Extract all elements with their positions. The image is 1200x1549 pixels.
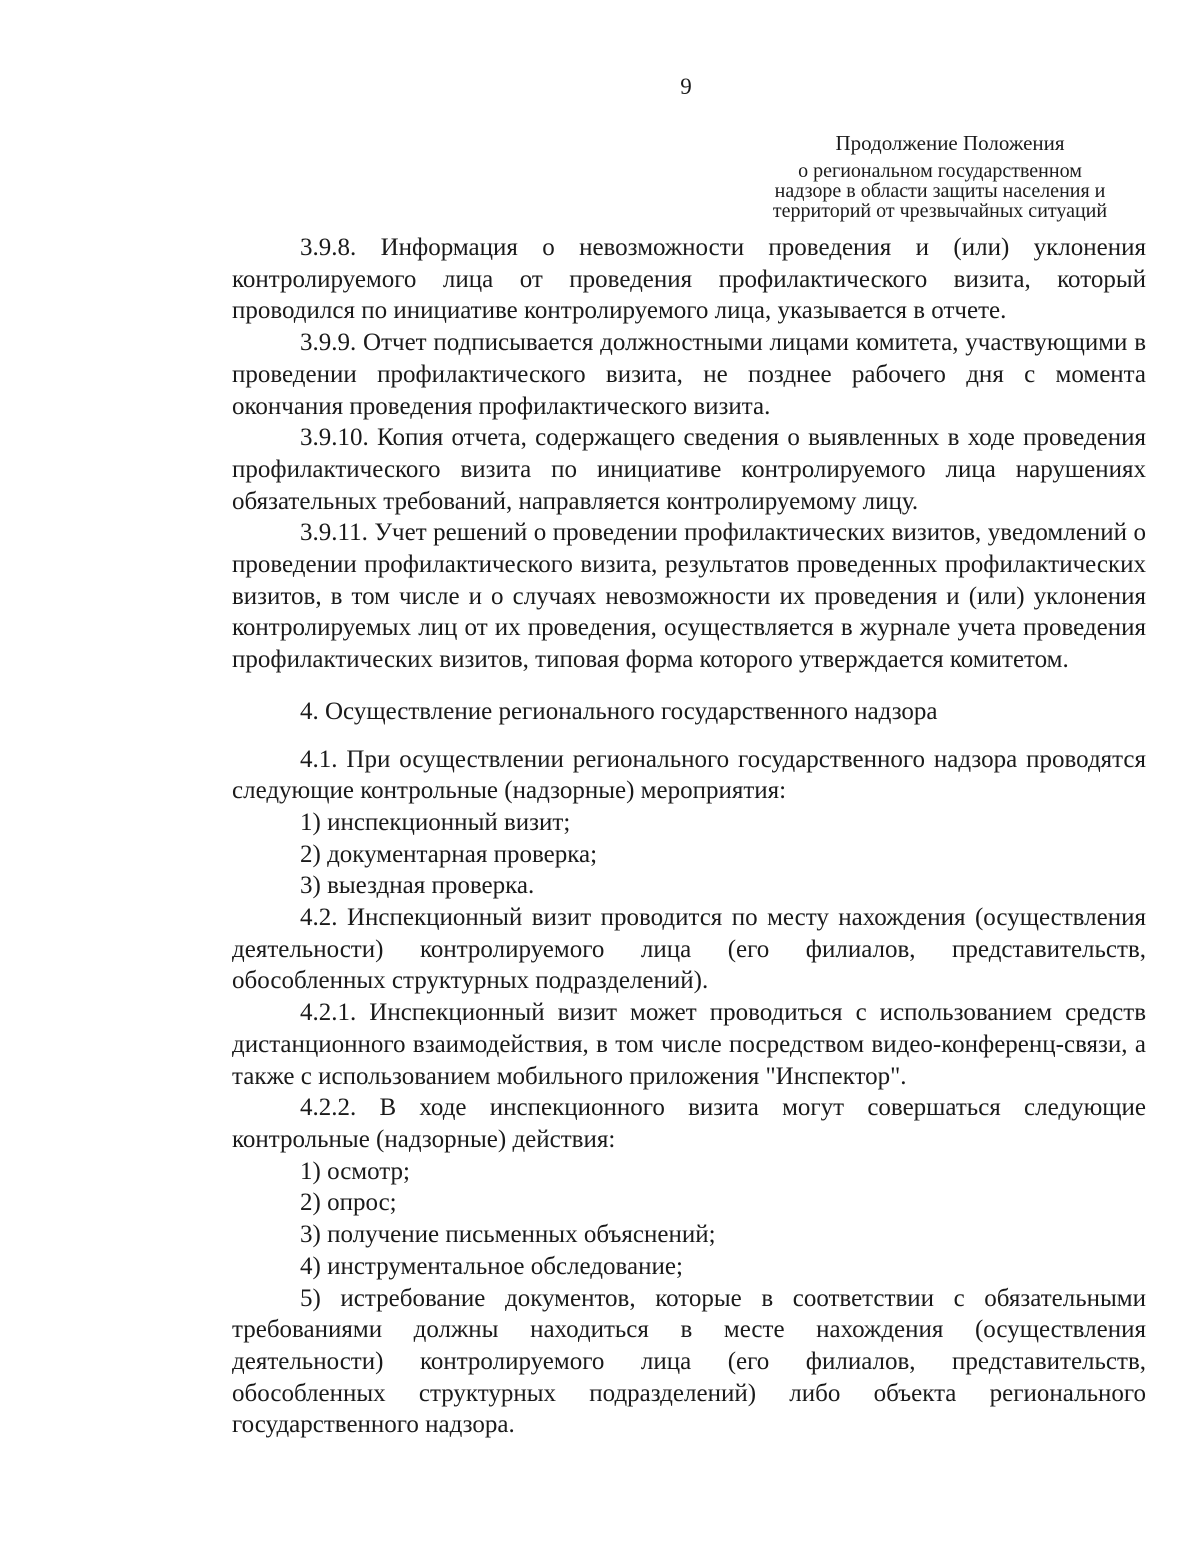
page-number: 9 [680, 74, 692, 99]
paragraph-4-2: 4.2. Инспекционный визит проводится по месту нахождения (осуществления деятельности) контролируемого лица (его филиалов, представительств, обособленных структурных подразделений). [232, 904, 1146, 995]
list-item: 3) получение письменных объяснений; [300, 1221, 716, 1249]
header-title: Продолжение Положения [835, 131, 1065, 155]
list-item: 2) документарная проверка; [300, 840, 598, 868]
header-subtitle-line: надзоре в области защиты населения и [774, 180, 1106, 202]
paragraph-3-9-8: 3.9.8. Информация о невозможности проведения и (или) уклонения контролируемого лица от проведения профилактического визита, который проводился по инициативе контролируемого лица, указывается в отчете. [232, 234, 1146, 325]
list-item: 4) инструментальное обследование; [300, 1252, 683, 1280]
paragraph-4-2-1: 4.2.1. Инспекционный визит может проводиться с использованием средств дистанционного взаимодействия, в том числе посредством видео-конференц-связи, а также с использованием мобильного приложения "Инспектор". [232, 999, 1146, 1090]
list-item: 1) инспекционный визит; [300, 808, 571, 836]
list-item: 2) опрос; [300, 1189, 397, 1217]
header-subtitle-line: о региональном государственном [798, 160, 1082, 182]
paragraph-3-9-11: 3.9.11. Учет решений о проведении профилактических визитов, уведомлений о проведении профилактического визита, результатов проведенных профилактических визитов, в том числе и о случаях невозможности их проведения и (или) уклонения контролируемых лиц от их проведения, осуществляется в журнале учета проведения профилактических визитов, типовая форма которого утверждается комитетом. [232, 519, 1146, 674]
list-item: 1) осмотр; [300, 1157, 410, 1185]
paragraph-item-5: 5) истребование документов, которые в соответствии с обязательными требованиями должны находиться в месте нахождения (осуществления деятельности) контролируемого лица (его филиалов, представительств, обособленных структурных подразделений) либо объекта регионального государственного надзора. [232, 1284, 1146, 1439]
paragraph-3-9-10: 3.9.10. Копия отчета, содержащего сведения о выявленных в ходе проведения профилактического визита по инициативе контролируемого лица нарушениях обязательных требований, направляется контролируемому лицу. [232, 424, 1146, 515]
paragraph-4-1: 4.1. При осуществлении регионального государственного надзора проводятся следующие контрольные (надзорные) мероприятия: [232, 745, 1146, 805]
list-item: 3) выездная проверка. [300, 872, 535, 900]
header-subtitle [740, 161, 1140, 221]
section-4-heading: 4. Осуществление регионального государственного надзора [300, 697, 938, 725]
paragraph-3-9-9: 3.9.9. Отчет подписывается должностными лицами комитета, участвующими в проведении профилактического визита, не позднее рабочего дня с момента окончания проведения профилактического визита. [232, 329, 1146, 420]
paragraph-4-2-2: 4.2.2. В ходе инспекционного визита могут совершаться следующие контрольные (надзорные) действия: [232, 1094, 1146, 1153]
document-body [232, 232, 1146, 1441]
header-subtitle-line: территорий от чрезвычайных ситуаций [772, 200, 1108, 222]
